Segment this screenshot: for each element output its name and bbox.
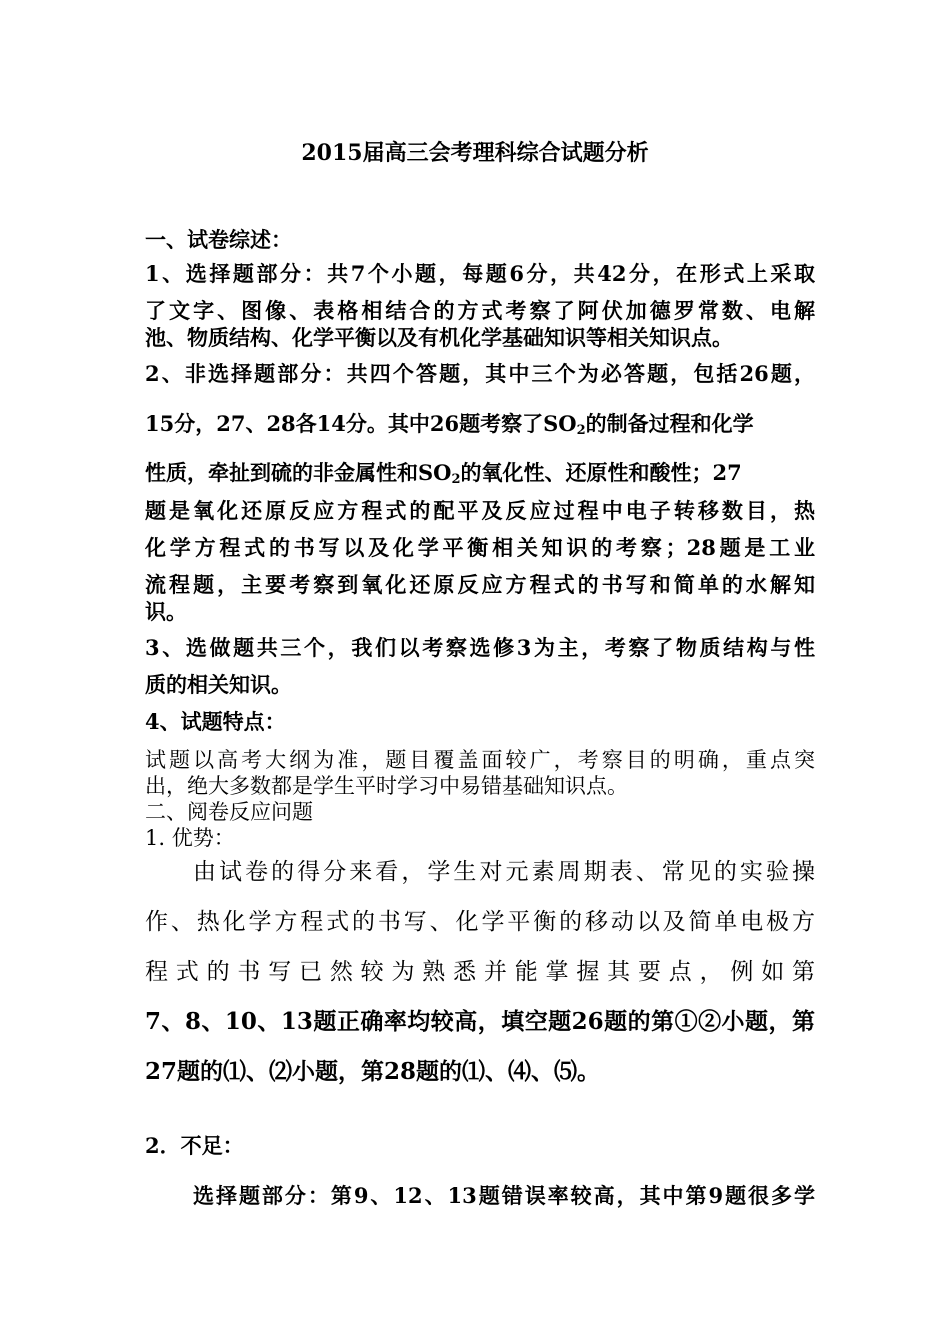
text-run: 的氧化性、还原性和酸性；27 bbox=[460, 460, 742, 485]
paragraph-line: 质的相关知识。 bbox=[145, 672, 292, 697]
subscript: 2 bbox=[451, 472, 461, 487]
paragraph-line: 1、选择题部分：共7个小题，每题6分，共42分，在形式上采取 bbox=[145, 261, 815, 286]
paragraph-line: 27题的⑴、⑵小题，第28题的⑴、⑷、⑸。 bbox=[145, 1058, 601, 1085]
paragraph-line: 题是氧化还原反应方程式的配平及反应过程中电子转移数目，热 bbox=[145, 498, 815, 523]
paragraph-line: 7、8、10、13题正确率均较高，填空题26题的第①②小题，第 bbox=[145, 1008, 815, 1035]
paragraph-line: 池、物质结构、化学平衡以及有机化学基础知识等相关知识点。 bbox=[145, 325, 733, 350]
text-run: 性质，牵扯到硫的非金属性和SO bbox=[145, 460, 452, 485]
paragraph-line: 3、选做题共三个，我们以考察选修3为主，考察了物质结构与性 bbox=[145, 635, 815, 660]
subsection-heading-features: 4、试题特点： bbox=[145, 709, 286, 734]
document-title: 2015届高三会考理科综合试题分析 bbox=[301, 140, 649, 166]
text-run: 15分，27、28各14分。其中26题考察了SO bbox=[145, 411, 577, 436]
paragraph-line: 由试卷的得分来看，学生对元素周期表、常见的实验操 bbox=[193, 859, 815, 885]
paragraph-line: 了文字、图像、表格相结合的方式考察了阿伏加德罗常数、电解 bbox=[145, 298, 815, 323]
text-run: 的制备过程和化学 bbox=[585, 411, 754, 436]
paragraph-line: 试题以高考大纲为准，题目覆盖面较广，考察目的明确，重点突 bbox=[145, 748, 815, 772]
paragraph-line bbox=[145, 459, 815, 494]
subsection-heading-shortcomings: 2．不足： bbox=[145, 1133, 244, 1158]
section-heading-overview: 一、试卷综述： bbox=[145, 227, 292, 252]
subscript: 2 bbox=[576, 423, 586, 438]
paragraph-line: 流程题，主要考察到氧化还原反应方程式的书写和简单的水解知 bbox=[145, 572, 815, 597]
paragraph-line: 化学方程式的书写以及化学平衡相关知识的考察；28题是工业 bbox=[145, 535, 815, 560]
paragraph-line: 出，绝大多数都是学生平时学习中易错基础知识点。 bbox=[145, 774, 628, 798]
paragraph-line bbox=[145, 410, 815, 445]
paragraph-line: 2、非选择题部分：共四个答题，其中三个为必答题，包括26题， bbox=[145, 361, 815, 386]
paragraph-line: 作、热化学方程式的书写、化学平衡的移动以及简单电极方 bbox=[145, 909, 815, 935]
paragraph-line: 选择题部分：第9、12、13题错误率较高，其中第9题很多学 bbox=[193, 1183, 815, 1208]
paragraph-line: 程式的书写已然较为熟悉并能掌握其要点，例如第 bbox=[145, 959, 815, 985]
section-heading-issues: 二、阅卷反应问题 bbox=[145, 800, 313, 824]
subsection-heading-advantages: 1. 优势： bbox=[145, 826, 235, 850]
paragraph-line: 识。 bbox=[145, 599, 187, 624]
